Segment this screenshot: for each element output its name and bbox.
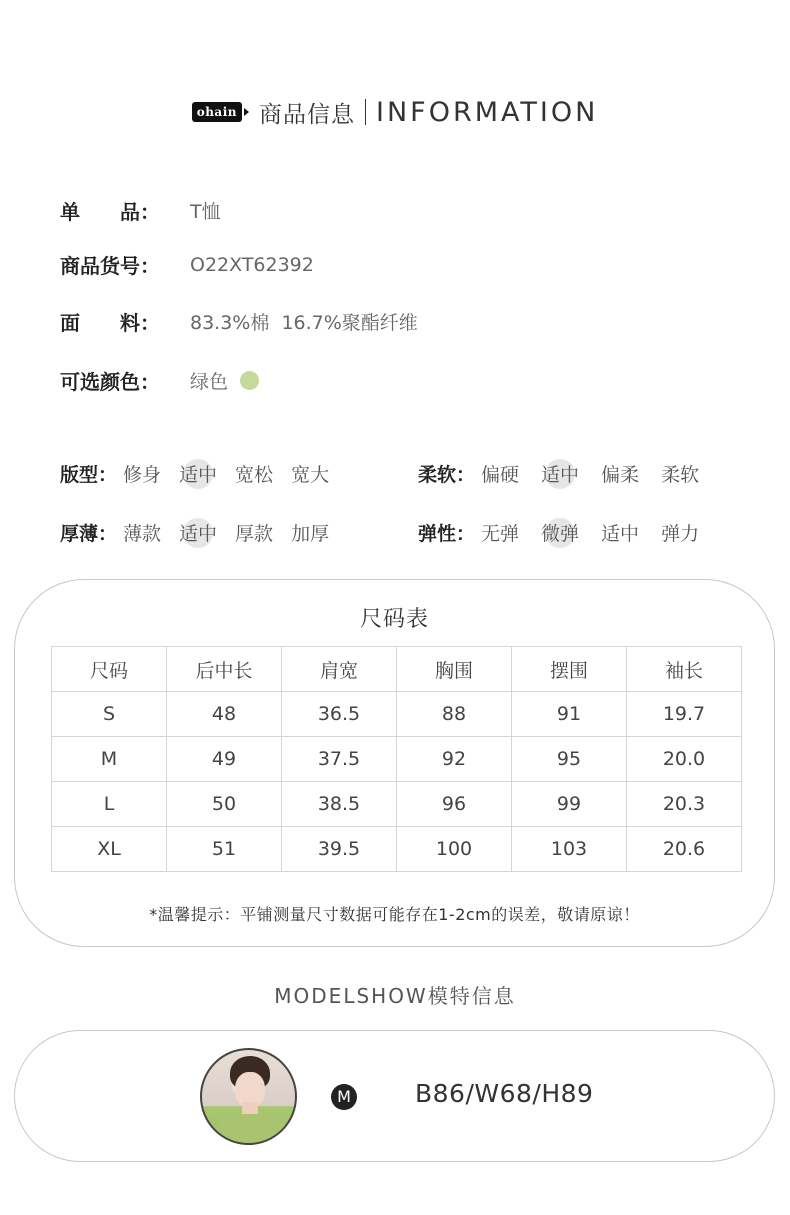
table-cell: XL — [52, 827, 167, 872]
table-header-cell: 后中长 — [167, 647, 282, 692]
attr-option: 宽大 — [291, 464, 330, 486]
info-row-item — [60, 196, 221, 225]
model-info-card — [14, 1030, 775, 1162]
brand-logo-text: ohain — [192, 102, 242, 122]
attr-label-thickness: 厚薄： — [60, 523, 118, 545]
table-cell: 49 — [167, 737, 282, 782]
section-title-cn: 商品信息 — [259, 101, 355, 128]
play-arrow-icon — [244, 108, 249, 116]
attr-option-selected: 适中 — [539, 460, 581, 487]
table-header-row — [52, 647, 742, 692]
attr-option: 弹力 — [661, 523, 700, 545]
table-cell: 48 — [167, 692, 282, 737]
attr-option: 厚款 — [235, 523, 274, 545]
brand-logo — [192, 102, 249, 122]
model-avatar — [200, 1048, 297, 1145]
info-value-color: 绿色 — [190, 371, 229, 393]
info-value-sku: O22XT62392 — [190, 253, 314, 276]
title-divider — [365, 99, 366, 125]
color-swatch — [240, 371, 259, 390]
info-label-fabric: 面 料： — [60, 311, 160, 335]
attr-option: 薄款 — [123, 523, 162, 545]
table-header-cell: 胸围 — [397, 647, 512, 692]
table-header-cell: 尺码 — [52, 647, 167, 692]
table-row — [52, 737, 742, 782]
table-cell: 20.6 — [627, 827, 742, 872]
attr-softness — [418, 460, 715, 487]
table-row — [52, 692, 742, 737]
info-row-sku — [60, 250, 314, 279]
attr-option: 柔软 — [661, 464, 700, 486]
info-row-color — [60, 366, 259, 395]
attr-fit — [60, 460, 345, 487]
table-cell: 38.5 — [282, 782, 397, 827]
table-cell: 91 — [512, 692, 627, 737]
info-label-color: 可选颜色： — [60, 370, 160, 394]
attr-option: 宽松 — [235, 464, 274, 486]
model-section-heading: MODELSHOW模特信息 — [274, 984, 516, 1008]
attr-elasticity — [418, 519, 715, 546]
info-value-fabric: 83.3%棉 16.7%聚酯纤维 — [190, 312, 418, 334]
model-size-badge: M — [331, 1084, 357, 1110]
info-label-sku: 商品货号： — [60, 254, 160, 278]
table-cell: L — [52, 782, 167, 827]
section-title-en: INFORMATION — [376, 96, 599, 128]
model-measurements: B86/W68/H89 — [415, 1079, 594, 1108]
table-row — [52, 827, 742, 872]
size-chart-table — [51, 646, 742, 872]
info-value-item: T恤 — [190, 201, 221, 223]
table-header-cell: 摆围 — [512, 647, 627, 692]
attr-label-elasticity: 弹性： — [418, 523, 476, 545]
table-cell: 100 — [397, 827, 512, 872]
avatar-shirt — [216, 1114, 286, 1145]
table-cell: 19.7 — [627, 692, 742, 737]
table-cell: 51 — [167, 827, 282, 872]
attr-option: 偏硬 — [481, 464, 520, 486]
table-cell: 103 — [512, 827, 627, 872]
table-cell: 20.0 — [627, 737, 742, 782]
table-cell: 50 — [167, 782, 282, 827]
table-cell: M — [52, 737, 167, 782]
info-row-fabric — [60, 307, 418, 336]
attr-option: 加厚 — [291, 523, 330, 545]
attr-label-softness: 柔软： — [418, 464, 476, 486]
table-cell: 92 — [397, 737, 512, 782]
attr-option: 修身 — [123, 464, 162, 486]
table-cell: 99 — [512, 782, 627, 827]
attr-option-selected: 适中 — [177, 519, 219, 546]
table-header-cell: 肩宽 — [282, 647, 397, 692]
attr-option: 无弹 — [481, 523, 520, 545]
table-cell: 20.3 — [627, 782, 742, 827]
attr-option: 适中 — [601, 523, 640, 545]
attr-thickness — [60, 519, 345, 546]
size-chart-note: *温馨提示：平铺测量尺寸数据可能存在1-2cm的误差，敬请原谅！ — [149, 905, 640, 924]
info-label-item: 单 品： — [60, 200, 160, 224]
page-header — [0, 92, 790, 132]
attr-option: 偏柔 — [601, 464, 640, 486]
table-cell: 95 — [512, 737, 627, 782]
table-cell: 37.5 — [282, 737, 397, 782]
table-cell: 39.5 — [282, 827, 397, 872]
size-chart-card — [14, 579, 775, 947]
table-cell: 96 — [397, 782, 512, 827]
size-chart-title: 尺码表 — [359, 607, 429, 632]
attr-option-selected: 微弹 — [539, 519, 581, 546]
table-cell: 88 — [397, 692, 512, 737]
table-header-cell: 袖长 — [627, 647, 742, 692]
attr-label-fit: 版型： — [60, 464, 118, 486]
table-row — [52, 782, 742, 827]
attr-option-selected: 适中 — [177, 460, 219, 487]
table-cell: S — [52, 692, 167, 737]
table-cell: 36.5 — [282, 692, 397, 737]
